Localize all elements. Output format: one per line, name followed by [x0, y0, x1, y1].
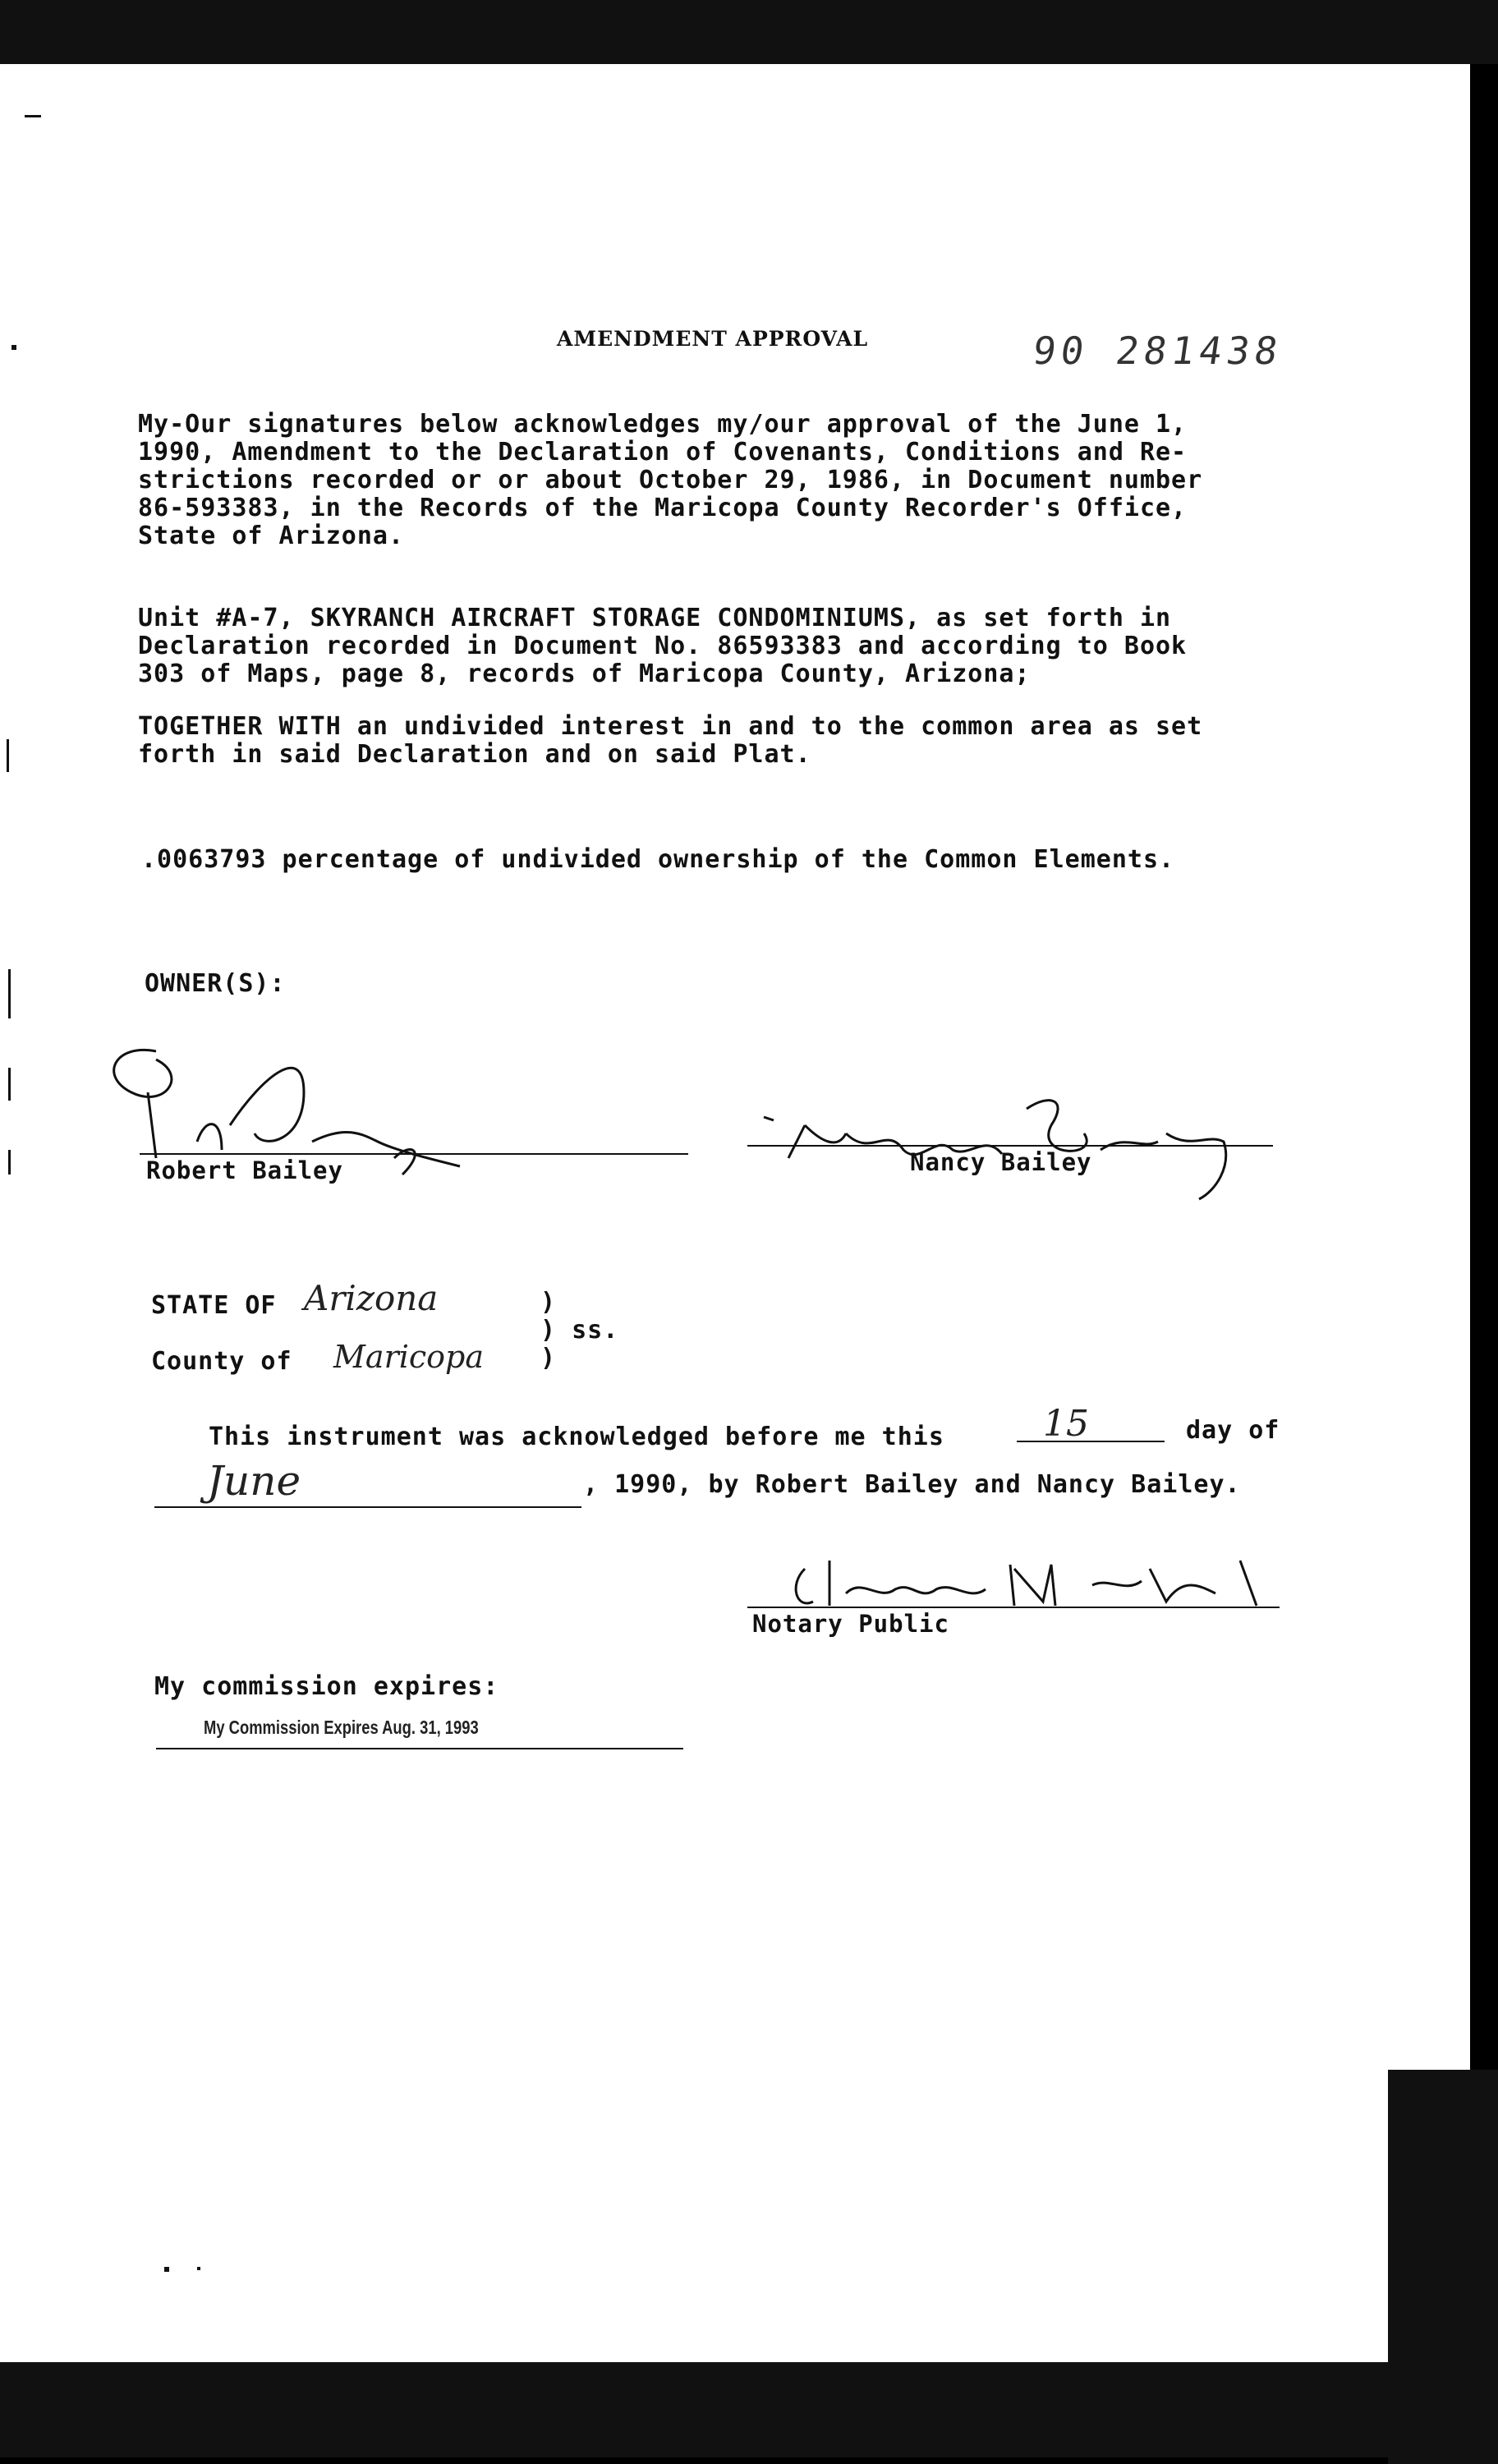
state-paren: )	[540, 1288, 557, 1317]
unit-line-3: 303 of Maps, page 8, records of Maricopa County, Arizona;	[138, 660, 1031, 688]
owners-label: OWNER(S):	[145, 969, 286, 998]
ack-prefix: This instrument was acknowledged before me this	[209, 1423, 944, 1451]
robert-signature-line	[140, 1153, 688, 1155]
commission-stamp: My Commission Expires Aug. 31, 1993	[204, 1717, 479, 1738]
ack-day: 15	[1043, 1403, 1089, 1445]
ss-label: ) ss.	[540, 1316, 619, 1345]
ack-day-suffix: day of	[1186, 1416, 1280, 1445]
ack-month-line	[154, 1506, 581, 1508]
scan-speck	[8, 1150, 11, 1175]
scan-speck	[197, 2267, 200, 2270]
ack-day-line	[1017, 1441, 1165, 1442]
approval-line-5: State of Arizona.	[138, 522, 405, 550]
county-paren: )	[540, 1344, 557, 1372]
ownership-percentage: .0063793 percentage of undivided ownership of the Common Elements.	[141, 845, 1175, 874]
approval-line-3: strictions recorded or or about October 29, 1986, in Document number	[138, 466, 1203, 494]
document-title: AMENDMENT APPROVAL	[557, 327, 869, 351]
document-number: 90 281438	[1030, 329, 1286, 373]
ack-month: June	[207, 1457, 301, 1505]
approval-line-2: 1990, Amendment to the Declaration of Covenants, Conditions and Re-	[138, 438, 1188, 467]
nancy-signature-line	[747, 1145, 1273, 1147]
commission-line	[156, 1748, 683, 1749]
together-line-1: TOGETHER WITH an undivided interest in and to the common area as set	[138, 712, 1203, 741]
state-label: STATE OF	[151, 1291, 277, 1320]
unit-line-2: Declaration recorded in Document No. 86593383 and according to Book	[138, 632, 1188, 660]
scan-speck	[164, 2267, 169, 2272]
together-line-2: forth in said Declaration and on said Plat.	[138, 740, 811, 769]
ack-rest: , 1990, by Robert Bailey and Nancy Bailey.	[583, 1470, 1241, 1499]
scan-speck	[8, 969, 11, 1018]
scan-speck	[8, 1068, 11, 1101]
notary-label: Notary Public	[752, 1610, 949, 1638]
approval-line-1: My-Our signatures below acknowledges my/our approval of the June 1,	[138, 410, 1188, 439]
commission-label: My commission expires:	[154, 1672, 499, 1701]
scan-top-border	[0, 0, 1498, 64]
county-label: County of	[151, 1347, 292, 1376]
county-value: Maricopa	[333, 1339, 485, 1375]
document-page	[0, 64, 1470, 2364]
scan-speck	[11, 345, 16, 350]
scan-speck	[25, 115, 41, 117]
scan-right-corner	[1388, 2070, 1498, 2464]
owner1-name: Robert Bailey	[146, 1156, 343, 1184]
notary-signature-line	[747, 1607, 1280, 1608]
state-value: Arizona	[304, 1278, 439, 1318]
nancy-bailey-signature	[756, 1076, 1281, 1207]
scan-speck	[7, 739, 9, 772]
unit-line-1: Unit #A-7, SKYRANCH AIRCRAFT STORAGE CONDOMINIUMS, as set forth in	[138, 604, 1172, 632]
scan-bottom-border	[0, 2362, 1498, 2457]
owner2-name: Nancy Bailey	[910, 1148, 1092, 1176]
approval-line-4: 86-593383, in the Records of the Maricopa County Recorder's Office,	[138, 494, 1188, 522]
